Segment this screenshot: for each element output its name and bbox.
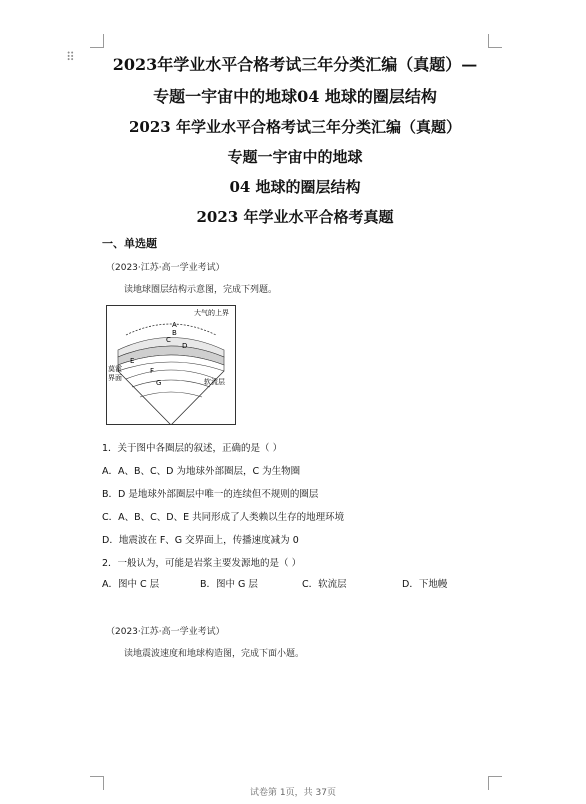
label-asthenosphere: 软流层 (204, 378, 225, 386)
question-1-option-d[interactable]: D．地震波在 F、G 交界面上，传播速度减为 0 (102, 535, 299, 546)
crop-mark-top-right (488, 34, 502, 48)
question-2-option-b[interactable]: B．图中 G 层 (200, 579, 258, 590)
label-c: C (166, 336, 171, 344)
subtitle-line-1: 2023 年学业水平合格考试三年分类汇编（真题） (129, 118, 461, 136)
question-1-option-a[interactable]: A．A、B、C、D 为地球外部圈层，C 为生物圈 (102, 466, 301, 477)
subtitle-line-4: 2023 年学业水平合格考真题 (196, 208, 394, 226)
question-intro-2: 读地震波速度和地球构造图，完成下面小题。 (124, 649, 305, 659)
page-footer: 试卷第 1页，共 37页 (250, 788, 336, 798)
label-e: E (130, 357, 135, 365)
question-2-stem: 2．一般认为，可能是岩浆主要发源地的是（ ） (102, 558, 302, 569)
subtitle-line-3: 04 地球的圈层结构 (229, 178, 361, 196)
question-1-stem: 1．关于图中各圈层的叙述，正确的是（ ） (102, 443, 283, 454)
subtitle-line-2: 专题一宇宙中的地球 (227, 148, 363, 166)
label-d: D (182, 342, 188, 350)
question-source-1: （2023·江苏·高一学业考试） (106, 263, 225, 273)
question-2-option-a[interactable]: A．图中 C 层 (102, 579, 160, 590)
question-source-2: （2023·江苏·高一学业考试） (106, 627, 225, 637)
page-title-line-2: 专题一宇宙中的地球04 地球的圈层结构 (153, 87, 437, 106)
drag-handle-icon[interactable]: ⠿ (66, 50, 76, 64)
question-intro-1: 读地球圈层结构示意图，完成下列题。 (124, 285, 278, 295)
label-atmosphere-top: 大气的上界 (194, 309, 229, 317)
question-1-option-c[interactable]: C．A、B、C、D、E 共同形成了人类赖以生存的地理环境 (102, 512, 345, 523)
question-2-option-c[interactable]: C．软流层 (302, 579, 347, 590)
label-moho-2: 界面 (108, 374, 122, 382)
question-2-option-d[interactable]: D．下地幔 (402, 579, 448, 590)
label-g: G (156, 379, 162, 387)
section-heading: 一、单选题 (102, 237, 157, 250)
crop-mark-top-left (90, 34, 104, 48)
label-moho-1: 莫霍 (108, 365, 122, 373)
question-2-options (102, 576, 482, 590)
question-1-option-b[interactable]: B．D 是地球外部圈层中唯一的连续但不规则的圈层 (102, 489, 319, 500)
label-f: F (150, 367, 155, 375)
label-a: A (172, 321, 177, 329)
earth-layer-diagram (106, 305, 236, 425)
page-title-line-1: 2023年学业水平合格考试三年分类汇编（真题）— (112, 55, 478, 74)
label-b: B (172, 329, 177, 337)
